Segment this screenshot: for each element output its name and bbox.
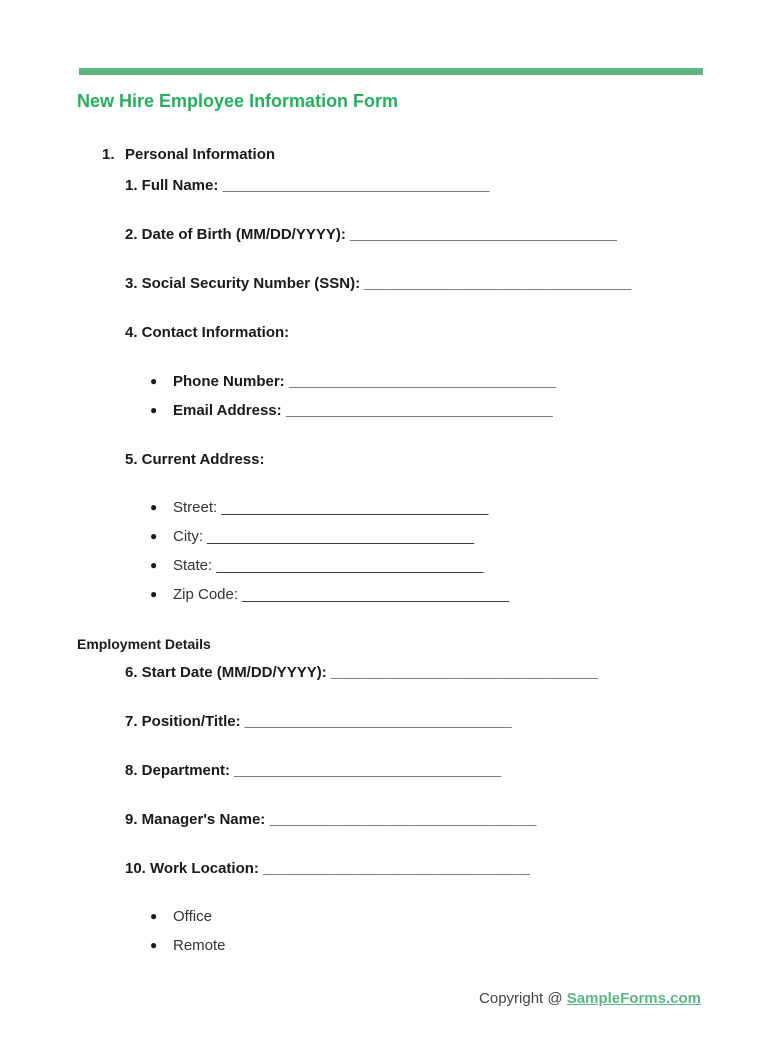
list-item-remote[interactable] xyxy=(150,937,226,954)
field-work-location[interactable]: 10. Work Location: ________________________________ xyxy=(125,860,531,877)
list-item-email[interactable] xyxy=(150,402,553,419)
bullet-icon: ● xyxy=(150,529,158,543)
bullet-icon: ● xyxy=(150,909,158,923)
header-accent-bar xyxy=(79,68,703,75)
footer-copyright xyxy=(479,990,701,1007)
bullet-icon: ● xyxy=(150,374,158,388)
list-item-zip[interactable] xyxy=(150,586,509,603)
field-ssn[interactable]: 3. Social Security Number (SSN): ________________________________ xyxy=(125,275,632,292)
field-email-address[interactable]: Email Address: ________________________________ xyxy=(173,402,553,419)
field-phone-number[interactable]: Phone Number: ________________________________ xyxy=(173,373,556,390)
bullet-icon: ● xyxy=(150,558,158,572)
field-street[interactable]: Street: ________________________________ xyxy=(173,499,489,516)
section-number: 1. xyxy=(102,146,115,163)
bullet-icon: ● xyxy=(150,403,158,417)
field-manager-name[interactable]: 9. Manager's Name: ________________________________ xyxy=(125,811,537,828)
option-office[interactable]: Office xyxy=(173,908,212,925)
list-item-street[interactable] xyxy=(150,499,488,516)
field-position-title[interactable]: 7. Position/Title: ________________________________ xyxy=(125,713,512,730)
form-title: New Hire Employee Information Form xyxy=(77,91,399,111)
list-item-state[interactable] xyxy=(150,557,483,574)
brand-link[interactable]: SampleForms.com xyxy=(566,990,701,1007)
field-contact-heading: 4. Contact Information: xyxy=(125,324,290,341)
field-date-of-birth[interactable]: 2. Date of Birth (MM/DD/YYYY): ________________________________ xyxy=(125,226,617,243)
bullet-icon: ● xyxy=(150,938,158,952)
field-state[interactable]: State: ________________________________ xyxy=(173,557,484,574)
field-zip-code[interactable]: Zip Code: ________________________________ xyxy=(173,586,510,603)
list-item-phone[interactable] xyxy=(150,373,556,390)
copyright-text: Copyright @ xyxy=(479,990,567,1007)
field-address-heading: 5. Current Address: xyxy=(125,451,265,468)
section-personal-information xyxy=(102,146,275,163)
field-city[interactable]: City: ________________________________ xyxy=(173,528,475,545)
list-item-city[interactable] xyxy=(150,528,474,545)
field-start-date[interactable]: 6. Start Date (MM/DD/YYYY): ________________________________ xyxy=(125,664,598,681)
field-full-name[interactable]: 1. Full Name: ________________________________ xyxy=(125,177,490,194)
bullet-icon: ● xyxy=(150,500,158,514)
bullet-icon: ● xyxy=(150,587,158,601)
list-item-office[interactable] xyxy=(150,908,212,925)
section-label: Personal Information xyxy=(125,146,276,163)
section-employment-details: Employment Details xyxy=(77,636,211,652)
option-remote[interactable]: Remote xyxy=(173,937,226,954)
field-department[interactable]: 8. Department: ________________________________ xyxy=(125,762,502,779)
